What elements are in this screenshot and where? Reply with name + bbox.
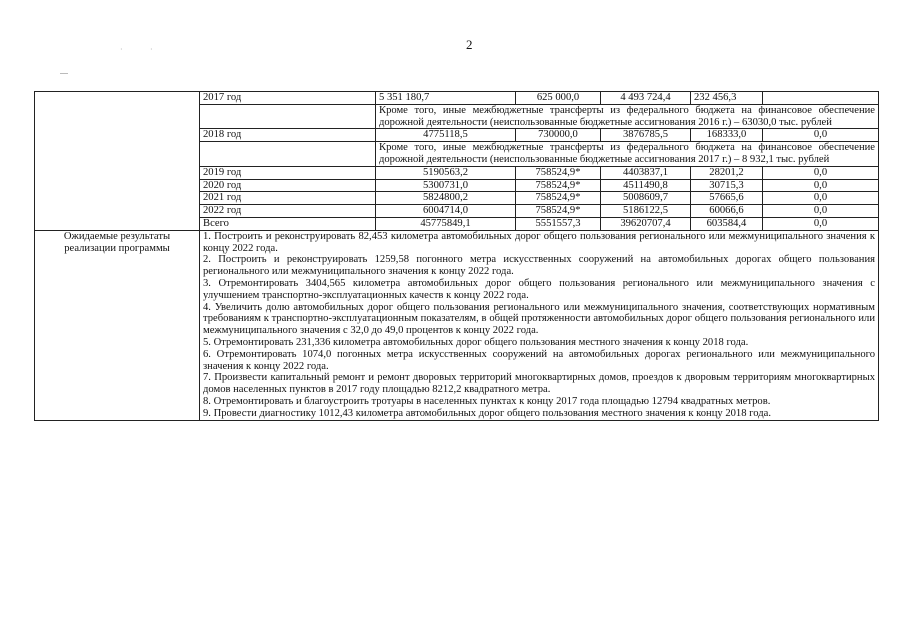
result-item: 5. Отремонтировать 231,336 километра автомобильных дорог общего пользования местного значения к концу 2018 года. — [203, 336, 749, 348]
year-label: Всего — [200, 217, 376, 230]
other-cell: 0,0 — [763, 129, 879, 142]
result-item: 6. Отремонтировать 1074,0 погонных метра искусственных сооружений на автомобильных дорогах регионального или межмуниципального значения к концу 2022 года. — [203, 348, 875, 372]
municipal-cell: 57665,6 — [691, 192, 763, 205]
left-label-cell — [35, 92, 200, 231]
result-item: 3. Отремонтировать 3404,565 километра автомобильных дорог общего пользования регионального или межмуниципального значения с улучшением транспортно-эксплуатационных качеств к концу 2022 года. — [203, 277, 875, 301]
total-cell: 6004714,0 — [376, 205, 516, 218]
result-item: 4. Увеличить долю автомобильных дорог общего пользования регионального или межмуниципального значения, соответствующих нормативным требованиям к транспортно-эксплуатационным показателям, в общей протяженности автомобильных дорог общего пользования регионального или межмуниципального значения с 32,0 до 49,0 процентов к концу 2022 года. — [203, 301, 875, 337]
year-label: 2019 год — [200, 166, 376, 179]
year-label: 2017 год — [200, 92, 376, 105]
federal-cell: 5551557,3 — [516, 217, 601, 230]
year-label: 2022 год — [200, 205, 376, 218]
empty-cell — [200, 142, 376, 167]
municipal-cell: 30715,3 — [691, 179, 763, 192]
empty-cell — [200, 104, 376, 129]
federal-cell: 758524,9* — [516, 192, 601, 205]
regional-cell: 4 493 724,4 — [601, 92, 691, 105]
result-item: 8. Отремонтировать и благоустроить тротуары в населенных пунктах к концу 2017 года площадью 12794 квадратных метров. — [203, 395, 771, 407]
page-number: 2 — [466, 37, 473, 52]
result-item: 9. Провести диагностику 1012,43 километра автомобильных дорог общего пользования местного значения к концу 2018 года. — [203, 407, 771, 419]
municipal-cell: 28201,2 — [691, 166, 763, 179]
result-item: 7. Произвести капитальный ремонт и ремонт дворовых территорий многоквартирных домов, проездов к дворовым территориям многоквартирных домов населенных пунктов в 2017 году площадью 8212,2 квадратного метра. — [203, 372, 875, 396]
other-cell — [763, 92, 879, 105]
scan-speck: · — [150, 45, 153, 54]
note-text: Кроме того, иные межбюджетные трансферты из федерального бюджета на финансовое обеспечение дорожной деятельности (неиспользованные бюджетные ассигнования 2017 г.) – 8 932,1 тыс. рублей — [376, 142, 879, 167]
results-list — [200, 230, 879, 420]
funding-table — [34, 91, 879, 421]
total-cell: 5190563,2 — [376, 166, 516, 179]
other-cell: 0,0 — [763, 179, 879, 192]
regional-cell: 5008609,7 — [601, 192, 691, 205]
results-row — [35, 230, 879, 420]
year-label: 2018 год — [200, 129, 376, 142]
other-cell: 0,0 — [763, 217, 879, 230]
results-label: Ожидаемые результаты реализации программы — [35, 230, 200, 420]
municipal-cell: 168333,0 — [691, 129, 763, 142]
regional-cell: 4403837,1 — [601, 166, 691, 179]
federal-cell: 758524,9* — [516, 205, 601, 218]
federal-cell: 730000,0 — [516, 129, 601, 142]
other-cell: 0,0 — [763, 205, 879, 218]
total-cell: 5824800,2 — [376, 192, 516, 205]
federal-cell: 758524,9* — [516, 166, 601, 179]
note-text: Кроме того, иные межбюджетные трансферты из федерального бюджета на финансовое обеспечение дорожной деятельности (неиспользованные бюджетные ассигнования 2016 г.) – 63030,0 тыс. рублей — [376, 104, 879, 129]
municipal-cell: 603584,4 — [691, 217, 763, 230]
municipal-cell: 232 456,3 — [691, 92, 763, 105]
total-cell: 45775849,1 — [376, 217, 516, 230]
scan-speck: · — [120, 45, 123, 54]
regional-cell: 3876785,5 — [601, 129, 691, 142]
other-cell: 0,0 — [763, 166, 879, 179]
result-item: 1. Построить и реконструировать 82,453 километра автомобильных дорог общего пользования регионального или межмуниципального значения к концу 2022 года. — [203, 230, 875, 254]
municipal-cell: 60066,6 — [691, 205, 763, 218]
scan-mark — [60, 73, 68, 74]
regional-cell: 4511490,8 — [601, 179, 691, 192]
federal-cell: 758524,9* — [516, 179, 601, 192]
result-item: 2. Построить и реконструировать 1259,58 погонного метра искусственных сооружений на автомобильных дорогах общего пользования регионального или межмуниципального значения к концу 2022 года. — [203, 254, 875, 278]
federal-cell: 625 000,0 — [516, 92, 601, 105]
other-cell: 0,0 — [763, 192, 879, 205]
total-cell: 5300731,0 — [376, 179, 516, 192]
table-row-2017 — [35, 92, 879, 105]
total-cell: 5 351 180,7 — [376, 92, 516, 105]
year-label: 2021 год — [200, 192, 376, 205]
year-label: 2020 год — [200, 179, 376, 192]
regional-cell: 39620707,4 — [601, 217, 691, 230]
total-cell: 4775118,5 — [376, 129, 516, 142]
regional-cell: 5186122,5 — [601, 205, 691, 218]
